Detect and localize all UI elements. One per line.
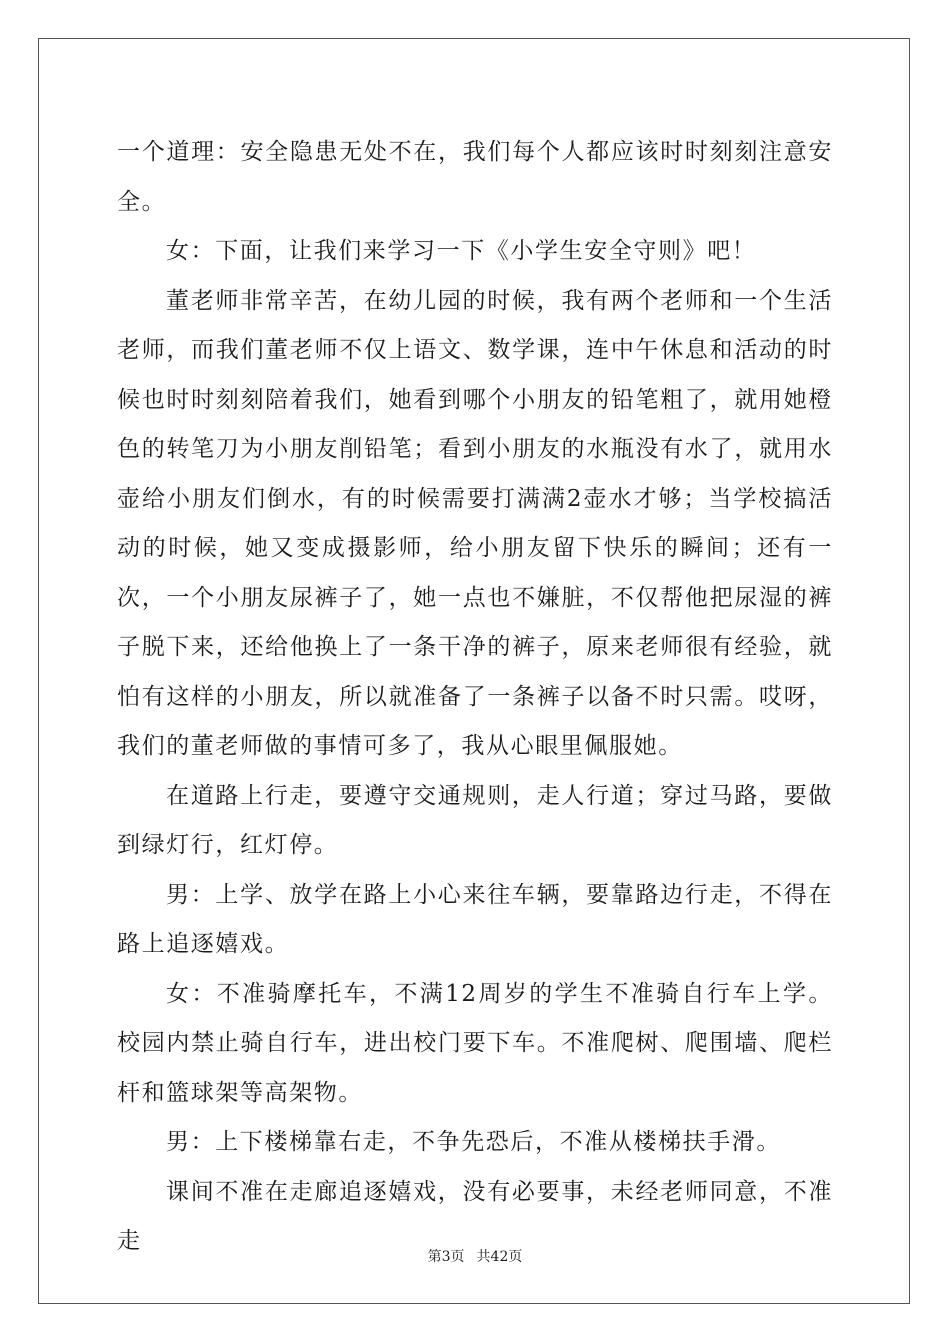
page-footer <box>0 1246 950 1266</box>
paragraph-8: 课间不准在走廊追逐嬉戏，没有必要事，未经老师同意，不准走 <box>117 1178 833 1254</box>
paragraph-3: 董老师非常辛苦，在幼儿园的时候，我有两个老师和一个生活老师，而我们董老师不仅上语文、数学课，连中午休息和活动的时候也时时刻刻陪着我们，她看到哪个小朋友的铅笔粗了，就用她橙色的转笔刀为小朋友削铅笔；看到小朋友的水瓶没有水了，就用水壶给小朋友们倒水，有的时候需要打满满2壶水才够；当学校搞活动的时候，她又变成摄影师，给小朋友留下快乐的瞬间；还有一次，一个小朋友尿裤子了，她一点也不嫌脏，不仅帮他把尿湿的裤子脱下来，还给他换上了一条干净的裤子，原来老师很有经验，就怕有这样的小朋友，所以就准备了一条裤子以备不时只需。哎呀，我们的董老师做的事情可多了，我从心眼里佩服她。 <box>117 287 833 759</box>
paragraph-5: 男：上学、放学在路上小心来往车辆，要靠路边行走，不得在路上追逐嬉戏。 <box>117 881 833 957</box>
paragraph-4: 在道路上行走，要遵守交通规则，走人行道；穿过马路，要做到绿灯行，红灯停。 <box>117 782 833 858</box>
paragraph-1: 一个道理：安全隐患无处不在，我们每个人都应该时时刻刻注意安全。 <box>117 139 833 215</box>
paragraph-7: 男：上下楼梯靠右走，不争先恐后，不准从楼梯扶手滑。 <box>166 1129 781 1155</box>
paragraph-2: 女：下面，让我们来学习一下《小学生安全守则》吧！ <box>166 238 757 264</box>
page-number: 第3页 <box>427 1249 465 1265</box>
paragraph-6: 女：不准骑摩托车，不满12周岁的学生不准骑自行车上学。校园内禁止骑自行车，进出校门要下车。不准爬树、爬围墙、爬栏杆和篮球架等高架物。 <box>117 980 833 1106</box>
page-total: 共42页 <box>476 1249 523 1265</box>
document-body <box>117 128 833 1267</box>
